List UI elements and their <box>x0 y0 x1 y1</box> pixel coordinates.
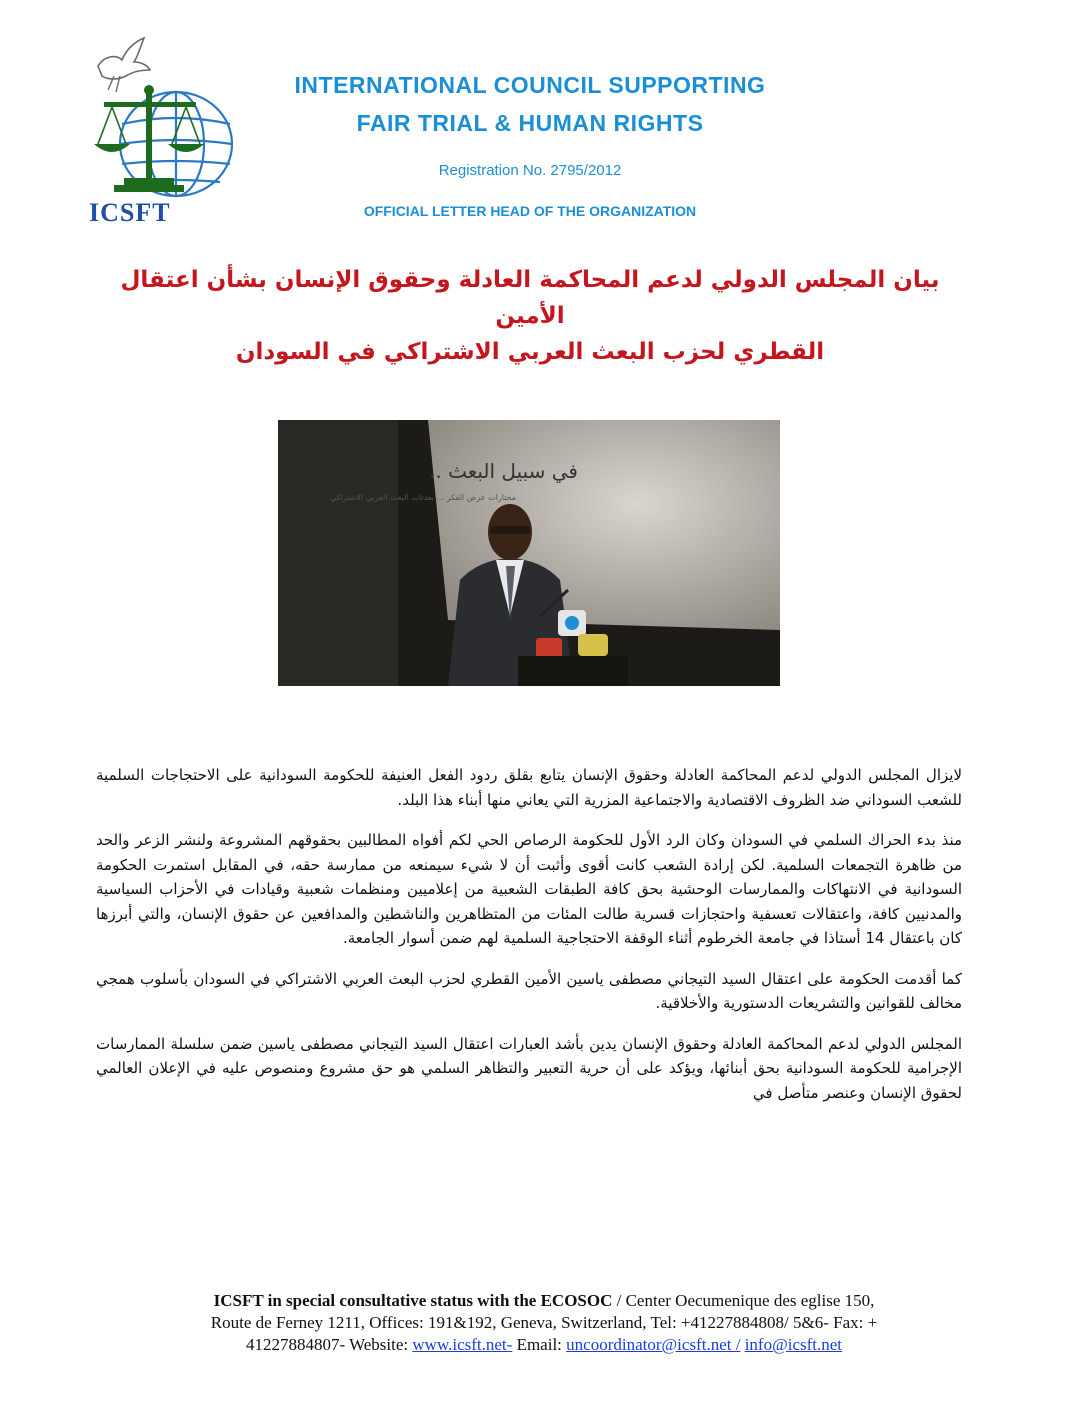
footer-address-2: Route de Ferney 1211, Offices: 191&192, Geneva, Switzerland, Tel: +41227884808/ 5&6- Fax: + <box>210 1313 878 1332</box>
paragraph: منذ بدء الحراك السلمي في السودان وكان الرد الأول للحكومة الرصاص الحي لكم أفواه المطالبين بحقوقهم المشروعة ولنشر الزعر والحد من ظاهرة التجمعات السلمية. لكن إرادة الشعب كانت أقوى وأثبت أن لا شيء سيمنعه من ممارسة حقه، في المقابل استمرت الحكومة السودانية في الانتهاكات والممارسات الوحشية بحق كافة الطبقات الشعبية من إعلاميين ومنظمات شعبية وقيادات في الأحزاب السياسية والمدنيين كافة، واعتقالات تعسفية واحتجازات قسرية طالت المئات من المتظاهرين والناشطين والمدافعين عن حقوق الإنسان، والتي أبرزها كان باعتقال 14 أستاذا في جامعة الخرطوم أثناء الوقفة الاحتجاجية السلمية لهم ضمن أسوار الجامعة. <box>96 831 962 947</box>
document-title <box>100 262 960 370</box>
paragraph: المجلس الدولي لدعم المحاكمة العادلة وحقوق الإنسان يدين بأشد العبارات اعتقال السيد التيجاني مصطفى ياسين ضمن سلسلة الممارسات الإجرامية للحكومة السودانية بحق أبنائها، ويؤكد على أن حرية التعبير والتظاهر السلمي هو حق مشروع ومنصوص عليه في الإعلان العالمي لحقوق الإنسان وعنصر متأصل في <box>96 1034 962 1102</box>
title-line-2: القطري لحزب البعث العربي الاشتراكي في السودان <box>235 339 825 365</box>
statement-body <box>96 763 962 1121</box>
scales-icon <box>94 85 204 192</box>
official-letterhead-label: OFFICIAL LETTER HEAD OF THE ORGANIZATION <box>363 203 697 219</box>
paragraph: كما أقدمت الحكومة على اعتقال السيد التيجاني مصطفى ياسين الأمين القطري لحزب البعث العربي الاشتراكي في السودان بأسلوب همجي مخالف للقوانين والتشريعات الدستورية والأخلاقية. <box>96 969 962 1012</box>
dove-icon <box>98 38 150 92</box>
footer-address-3: 41227884807- Website: <box>245 1335 413 1354</box>
registration-number: Registration No. 2795/2012 <box>438 162 622 179</box>
paragraph: لايزال المجلس الدولي لدعم المحاكمة العادلة وحقوق الإنسان يتابع بقلق ردود الفعل العنيفة للحكومة السودانية على الاحتجاجات السلمية للشعب السوداني ضد الظروف الاقتصادية والاجتماعية المزرية التي يعاني منها أبناء هذا البلد. <box>96 766 962 809</box>
footer <box>110 1290 978 1356</box>
footer-line-3 <box>110 1334 978 1356</box>
email-link-info[interactable]: info@icsft.net <box>744 1335 843 1354</box>
footer-line-1 <box>110 1290 978 1312</box>
title-line-1: بيان المجلس الدولي لدعم المحاكمة العادلة وحقوق الإنسان بشأن اعتقال الأمين <box>120 267 940 329</box>
website-link[interactable]: www.icsft.net- <box>412 1335 513 1354</box>
logo-text: ICSFT <box>89 198 171 227</box>
screen-heading: في سبيل البعث .. <box>429 459 578 483</box>
speaker-photo <box>278 420 780 686</box>
speaker-photo-illustration <box>278 420 780 686</box>
consultative-status: ICSFT in special consultative status with the ECOSOC <box>213 1291 613 1310</box>
email-link-coordinator[interactable]: uncoordinator@icsft.net / <box>566 1335 741 1354</box>
org-name-line-1: INTERNATIONAL COUNCIL SUPPORTING <box>294 72 766 98</box>
email-label: Email: <box>512 1335 567 1354</box>
org-name-line-2: FAIR TRIAL & HUMAN RIGHTS <box>356 110 704 136</box>
screen-subheading: مختارات عرض الفكر ... بعدتات البعث العربي الاشتراكي <box>330 493 516 502</box>
footer-address-1: / Center Oecumenique des eglise 150, <box>612 1291 875 1310</box>
